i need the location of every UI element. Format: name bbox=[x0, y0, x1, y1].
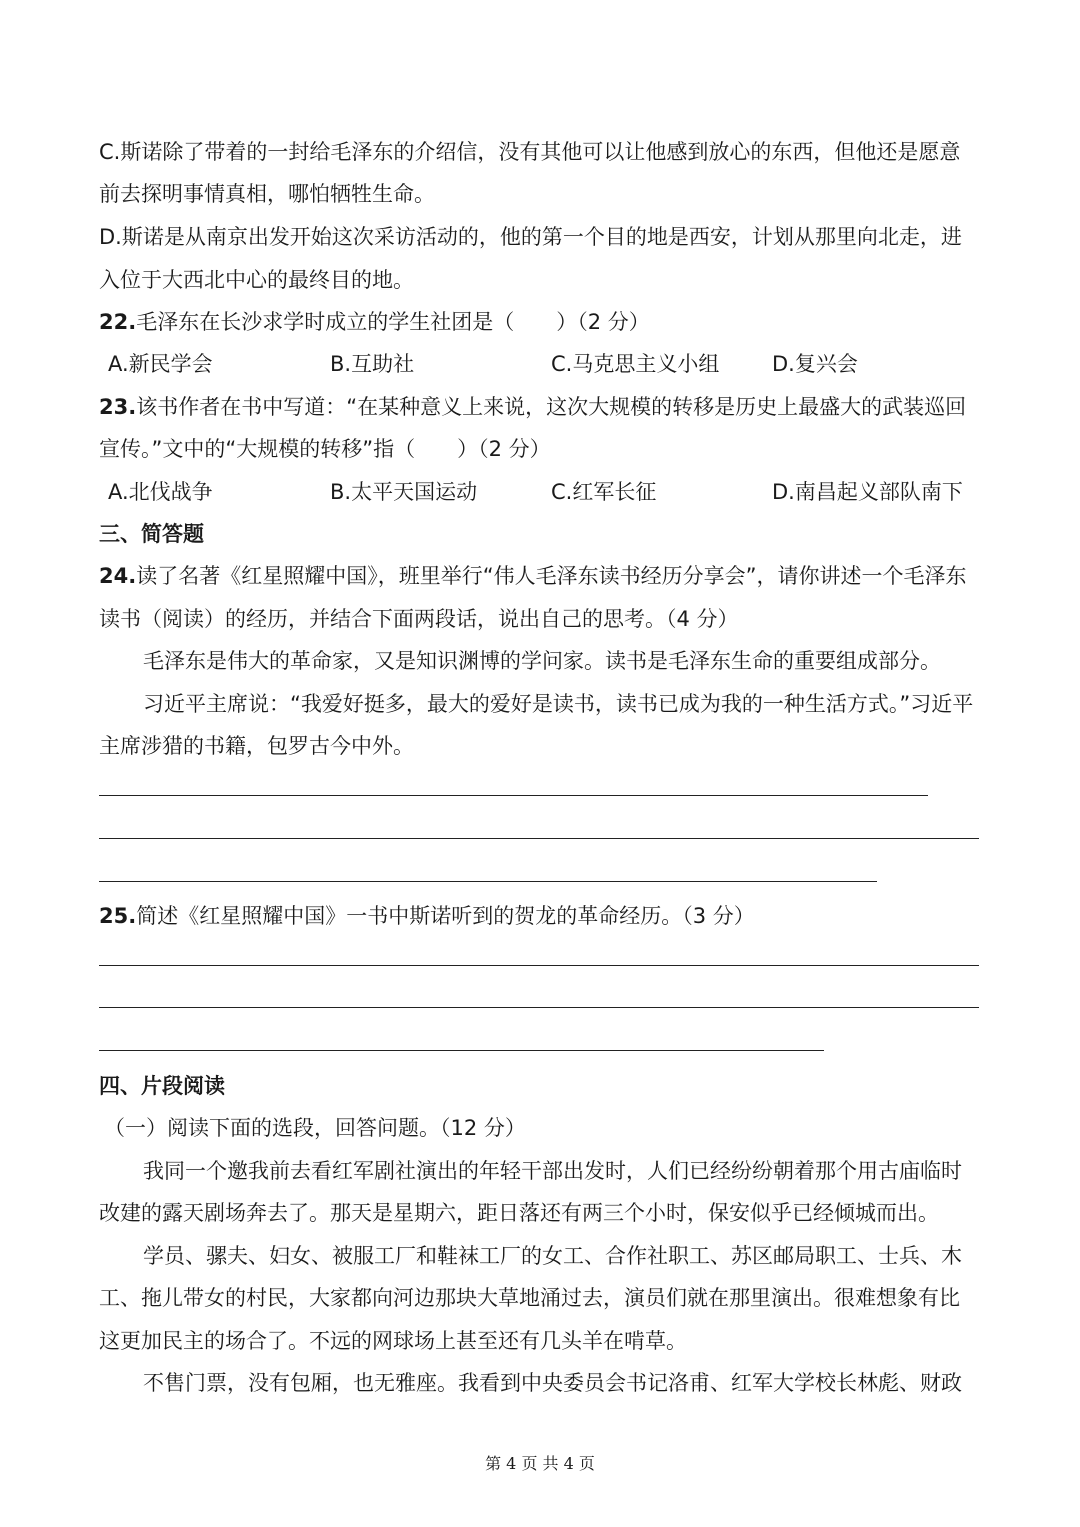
q25-answer-blank-3[interactable] bbox=[99, 1050, 824, 1051]
q25-answer-blank-1[interactable] bbox=[99, 965, 979, 966]
q23-line1 bbox=[99, 392, 981, 422]
q24-number: 24. bbox=[99, 564, 137, 588]
q24-answer-blank-3[interactable] bbox=[99, 881, 877, 882]
q22-number: 22. bbox=[99, 310, 137, 334]
q22-option-b: B.互助社 bbox=[330, 352, 415, 376]
passage-p1-line1: 我同一个邀我前去看红军剧社演出的年轻干部出发时，人们已经纷纷朝着那个用古庙临时 bbox=[143, 1159, 962, 1183]
q22-options bbox=[108, 349, 1020, 379]
q25-answer-blank-2[interactable] bbox=[99, 1007, 979, 1008]
q23-option-a: A.北伐战争 bbox=[108, 480, 213, 504]
q21-option-d-line2: 入位于大西北中心的最终目的地。 bbox=[99, 268, 414, 292]
q23-text-line1: 该书作者在书中写道：“在某种意义上来说，这次大规模的转移是历史上最盛大的武装巡回 bbox=[136, 395, 967, 419]
q21-option-d-line1: D.斯诺是从南京出发开始这次采访活动的，他的第一个目的地是西安，计划从那里向北走，进 bbox=[99, 225, 962, 249]
q25-question bbox=[99, 901, 981, 931]
passage-p1-line2: 改建的露天剧场奔去了。那天是星期六，距日落还有两三个小时，保安似乎已经倾城而出。 bbox=[99, 1201, 939, 1225]
q22-option-c: C.马克思主义小组 bbox=[551, 352, 720, 376]
q24-para2-line1: 习近平主席说：“我爱好挺多，最大的爱好是读书，读书已成为我的一种生活方式。”习近平 bbox=[143, 692, 974, 716]
passage-p2-line2: 工、拖儿带女的村民，大家都向河边那块大草地涌过去，演员们就在那里演出。很难想象有比 bbox=[99, 1286, 960, 1310]
q22-text: 毛泽东在长沙求学时成立的学生社团是（ ）（2 分） bbox=[136, 310, 650, 334]
q23-option-d: D.南昌起义部队南下 bbox=[772, 480, 963, 504]
q22-option-d: D.复兴会 bbox=[772, 352, 858, 376]
section3-title: 三、简答题 bbox=[99, 522, 204, 546]
q24-line2: 读书（阅读）的经历，并结合下面两段话，说出自己的思考。（4 分） bbox=[99, 607, 739, 631]
q22-question bbox=[99, 307, 981, 337]
q21-option-c-line1: C.斯诺除了带着的一封给毛泽东的介绍信，没有其他可以让他感到放心的东西，但他还是愿意 bbox=[99, 140, 961, 164]
q25-number: 25. bbox=[99, 904, 137, 928]
q24-answer-blank-2[interactable] bbox=[99, 838, 979, 839]
section4-title: 四、片段阅读 bbox=[99, 1074, 225, 1098]
q23-line2: 宣传。”文中的“大规模的转移”指（ ）（2 分） bbox=[99, 437, 551, 461]
q23-option-b: B.太平天国运动 bbox=[330, 480, 478, 504]
passage-p3-line1: 不售门票，没有包厢，也无雅座。我看到中央委员会书记洛甫、红军大学校长林彪、财政 bbox=[143, 1371, 962, 1395]
q23-option-c: C.红军长征 bbox=[551, 480, 657, 504]
q21-option-c-line2: 前去探明事情真相，哪怕牺牲生命。 bbox=[99, 182, 435, 206]
page-footer: 第 4 页 共 4 页 bbox=[485, 1454, 595, 1473]
q24-para2-line2: 主席涉猎的书籍，包罗古今中外。 bbox=[99, 734, 414, 758]
q24-text-line1: 读了名著《红星照耀中国》，班里举行“伟人毛泽东读书经历分享会”，请你讲述一个毛泽东 bbox=[136, 564, 967, 588]
q24-para1: 毛泽东是伟大的革命家，又是知识渊博的学问家。读书是毛泽东生命的重要组成部分。 bbox=[143, 649, 941, 673]
q24-line1 bbox=[99, 561, 981, 591]
q22-option-a: A.新民学会 bbox=[108, 352, 213, 376]
q24-answer-blank-1[interactable] bbox=[99, 795, 928, 796]
passage-p2-line1: 学员、骡夫、妇女、被服工厂和鞋袜工厂的女工、合作社职工、苏区邮局职工、士兵、木 bbox=[143, 1244, 962, 1268]
q23-options bbox=[108, 477, 1020, 507]
q23-number: 23. bbox=[99, 395, 137, 419]
part1-title: （一）阅读下面的选段，回答问题。（12 分） bbox=[104, 1116, 526, 1140]
passage-p2-line3: 这更加民主的场合了。不远的网球场上甚至还有几头羊在啃草。 bbox=[99, 1329, 687, 1353]
q25-text: 简述《红星照耀中国》一书中斯诺听到的贺龙的革命经历。（3 分） bbox=[136, 904, 755, 928]
